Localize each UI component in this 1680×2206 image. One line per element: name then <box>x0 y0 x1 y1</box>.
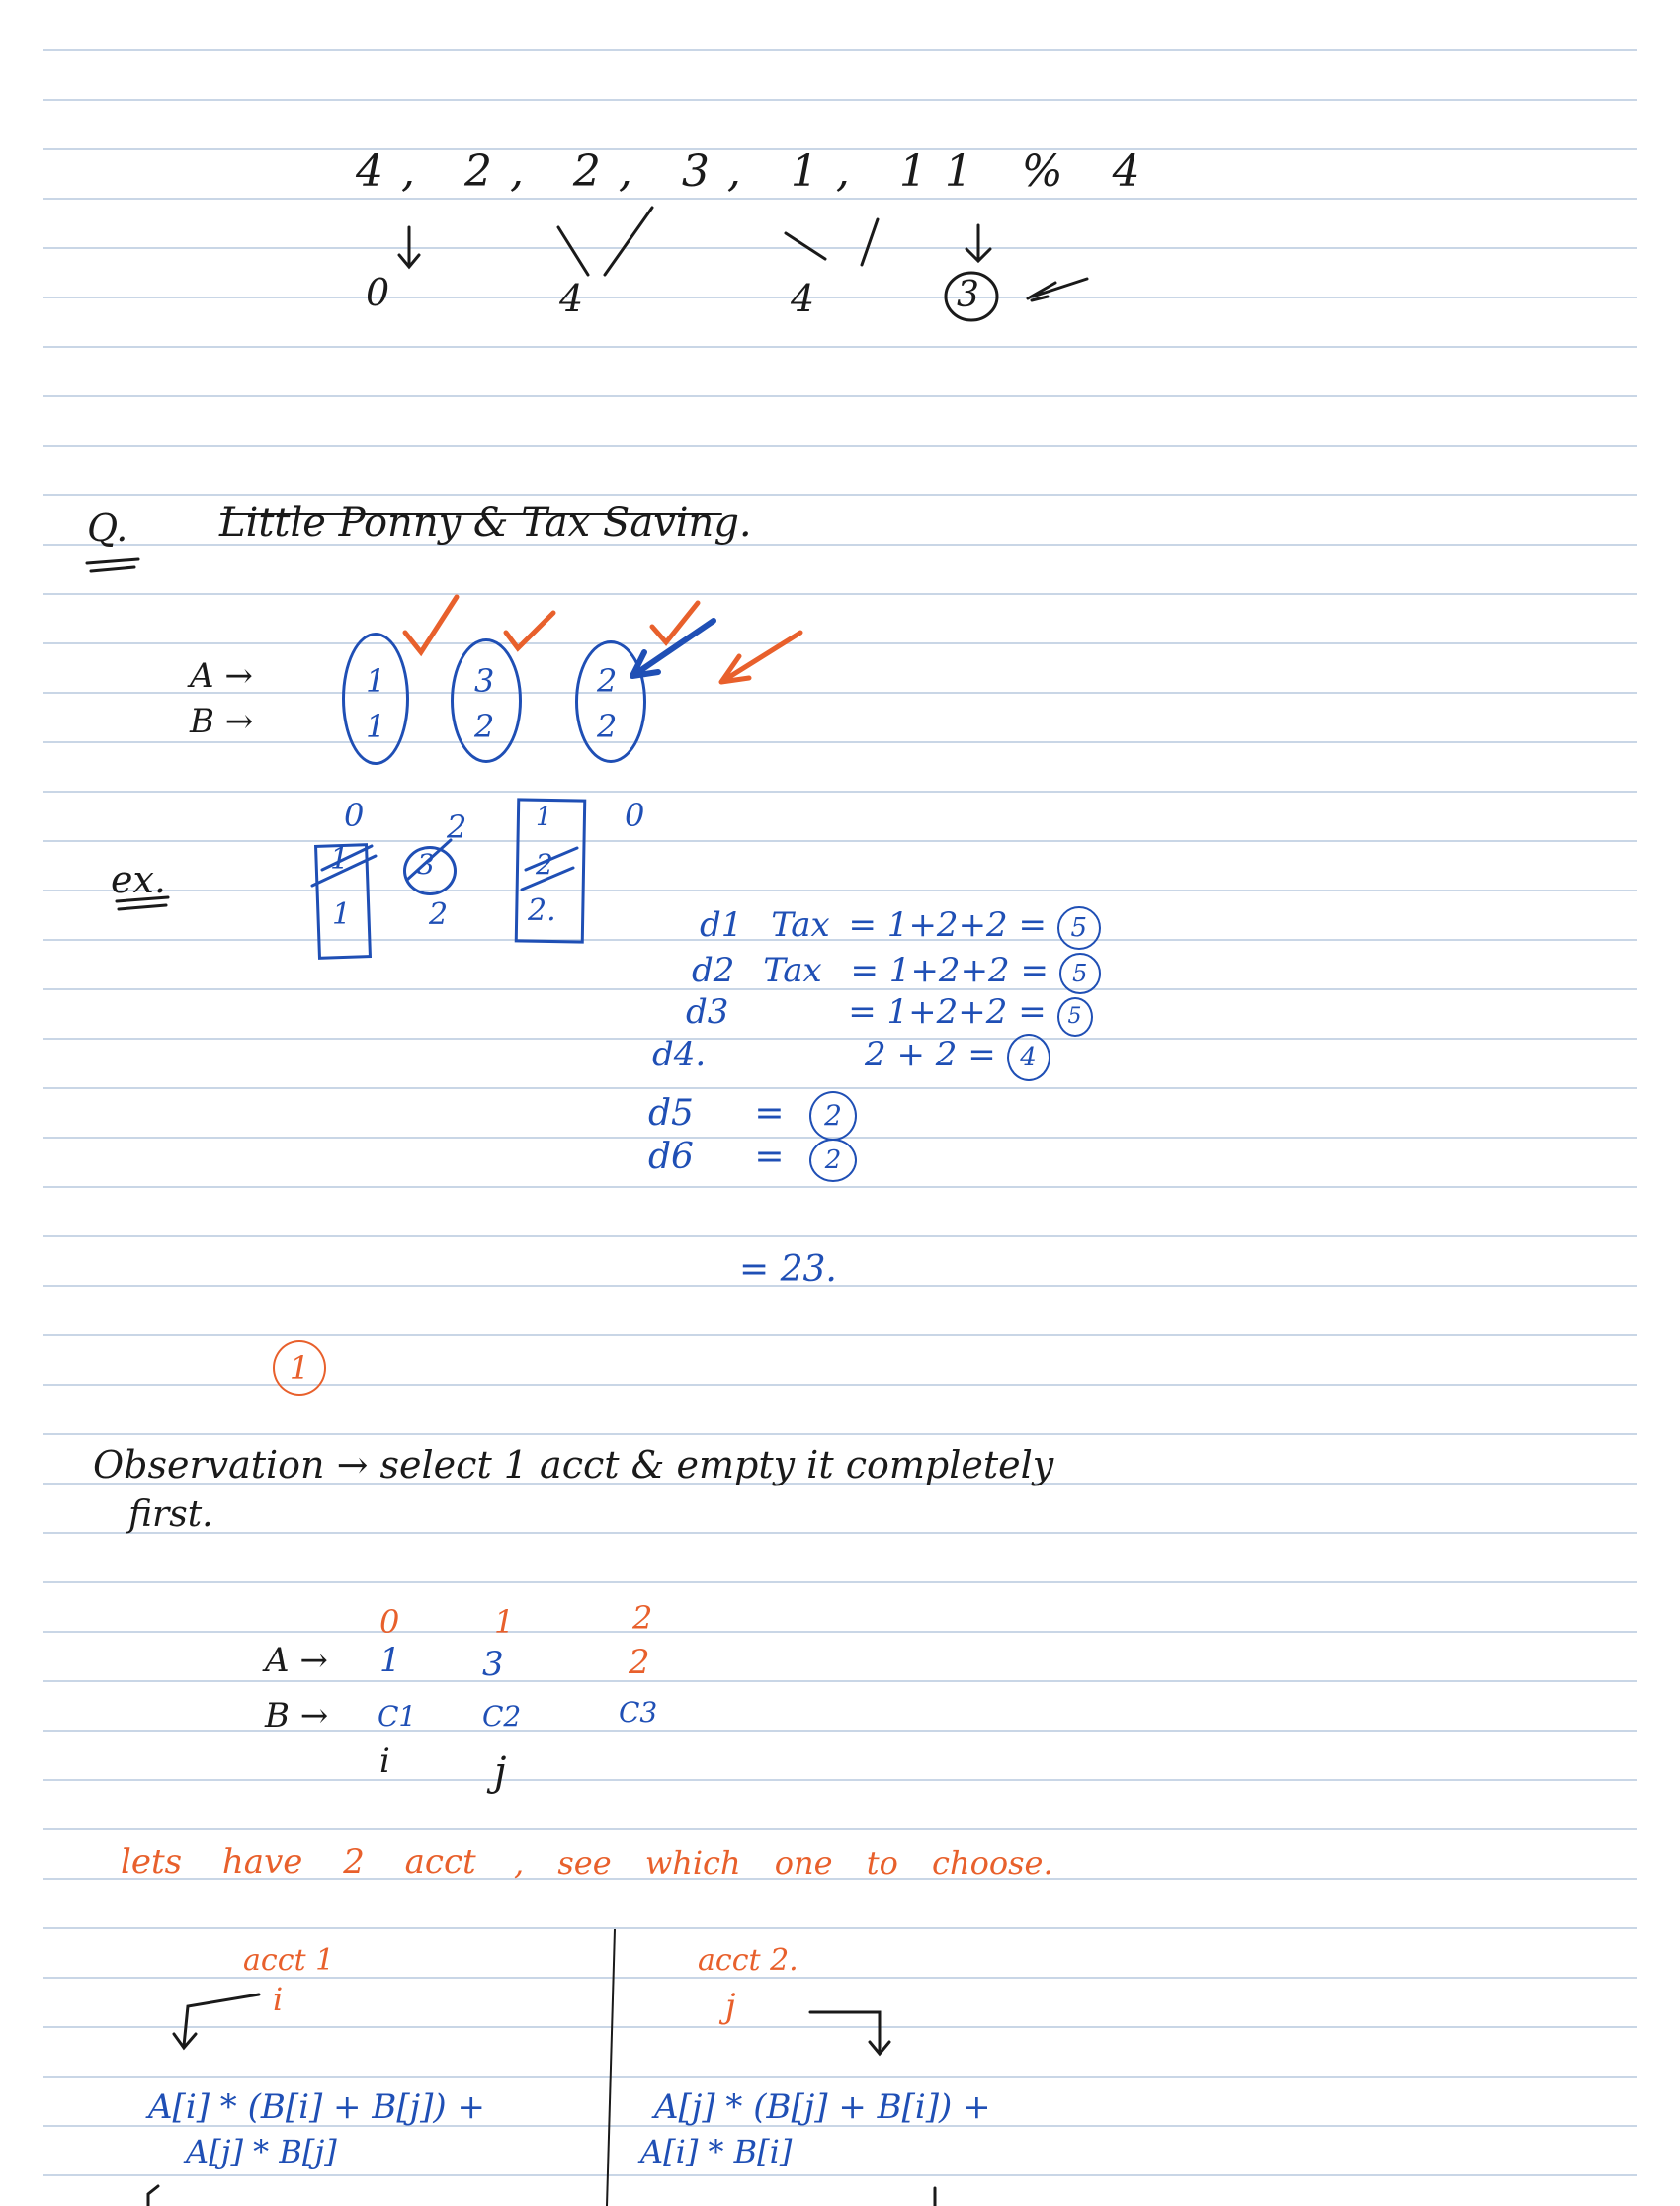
acct2-pointer: j <box>725 1987 736 2026</box>
table-a-2: 3 <box>482 1645 504 1684</box>
struck-value-1: 1 <box>330 842 350 877</box>
modulo-result-1: 0 <box>366 271 390 314</box>
index-1: 1 <box>494 1603 515 1641</box>
example-cell-3: 2. <box>528 893 556 928</box>
b-value-1: 1 <box>366 708 386 745</box>
example-cell-1: 1 <box>332 897 352 932</box>
bracket-icon <box>148 2186 158 2206</box>
pointer-i: i <box>379 1741 390 1781</box>
tax-day-4: d4. 2 + 2 = 4 <box>652 1034 1050 1081</box>
tax-day-1: d1 Tax = 1+2+2 = 5 <box>700 905 1101 950</box>
check-icon <box>506 613 553 648</box>
struck-value-2: 3 <box>417 848 435 881</box>
blue-arrow-icon <box>632 621 714 676</box>
acct2-title: acct 2. <box>698 1943 798 1978</box>
table-row-a-label: A → <box>265 1641 328 1680</box>
struck-value-3: 1 <box>536 803 552 832</box>
tax-total: = 23. <box>739 1249 837 1290</box>
arrow-icon <box>1028 279 1087 300</box>
observation-number: 1 <box>273 1340 326 1396</box>
acct1-pointer: i <box>273 1981 284 2018</box>
down-arrow-icon <box>174 1994 259 2048</box>
pointer-j: j <box>494 1749 507 1795</box>
observation-text: Observation → select 1 acct & empty it completely <box>93 1443 1054 1486</box>
a-value-3: 2 <box>597 662 618 700</box>
orange-arrow-icon <box>721 633 800 682</box>
modulo-result-3: 4 <box>791 277 815 320</box>
example-cell-2: 2 <box>429 897 449 932</box>
table-row-b-label: B → <box>265 1696 329 1736</box>
column-divider <box>607 1929 615 2206</box>
acct1-formula-1: A[i] * (B[i] + B[j]) + <box>148 2087 485 2127</box>
acct2-formula-2: A[i] * B[i] <box>640 2133 793 2170</box>
struck-value-4: 2 <box>536 848 553 881</box>
modulo-result-4: 3 <box>957 275 979 315</box>
table-a-3: 2 <box>629 1643 650 1682</box>
example-top-3: 0 <box>625 797 645 834</box>
acct1-title: acct 1 <box>243 1943 335 1978</box>
lets-text: lets have 2 acct <box>121 1842 476 1882</box>
modulo-result-2: 4 <box>559 277 584 320</box>
observation-text-2: first. <box>128 1494 213 1535</box>
acct2-formula-1: A[j] * (B[j] + B[i]) + <box>654 2087 991 2127</box>
row-a-label: A → <box>190 656 253 696</box>
a-value-1: 1 <box>366 662 386 700</box>
down-arrow-icon <box>810 2012 889 2054</box>
question-title: Little Ponny & Tax Saving. <box>219 500 752 546</box>
down-arrow-icon <box>966 225 990 261</box>
underline-icon <box>87 559 138 571</box>
a-value-2: 3 <box>474 662 495 700</box>
index-2: 2 <box>632 1599 653 1637</box>
check-icon <box>405 597 457 652</box>
tax-day-3: d3 = 1+2+2 = 5 <box>686 992 1093 1037</box>
example-label: ex. <box>111 858 166 901</box>
tax-day-5: d5 = 2 <box>648 1091 857 1141</box>
acct1-formula-2: A[j] * B[j] <box>186 2133 337 2170</box>
table-b-3: C3 <box>619 1696 658 1729</box>
down-arrow-icon <box>399 227 419 267</box>
table-b-2: C2 <box>482 1700 522 1733</box>
tax-day-2: d2 Tax = 1+2+2 = 5 <box>692 951 1101 994</box>
merge-lines-icon <box>558 208 652 275</box>
b-value-2: 2 <box>474 708 495 745</box>
table-a-1: 1 <box>379 1641 401 1680</box>
tax-day-6: d6 = 2 <box>648 1137 857 1182</box>
b-value-3: 2 <box>597 708 618 745</box>
index-0: 0 <box>379 1603 400 1641</box>
modulo-sequence: 4, 2, 2, 3, 1, 11 % 4 <box>356 146 1158 197</box>
row-b-label: B → <box>190 702 254 741</box>
question-prefix: Q. <box>87 506 128 550</box>
table-b-1: C1 <box>378 1700 417 1733</box>
lets-text-2: , see which one to choose. <box>514 1844 1053 1882</box>
merge-lines-icon <box>786 219 878 265</box>
example-top-2: 2 <box>447 808 467 846</box>
example-top-1: 0 <box>344 797 365 834</box>
